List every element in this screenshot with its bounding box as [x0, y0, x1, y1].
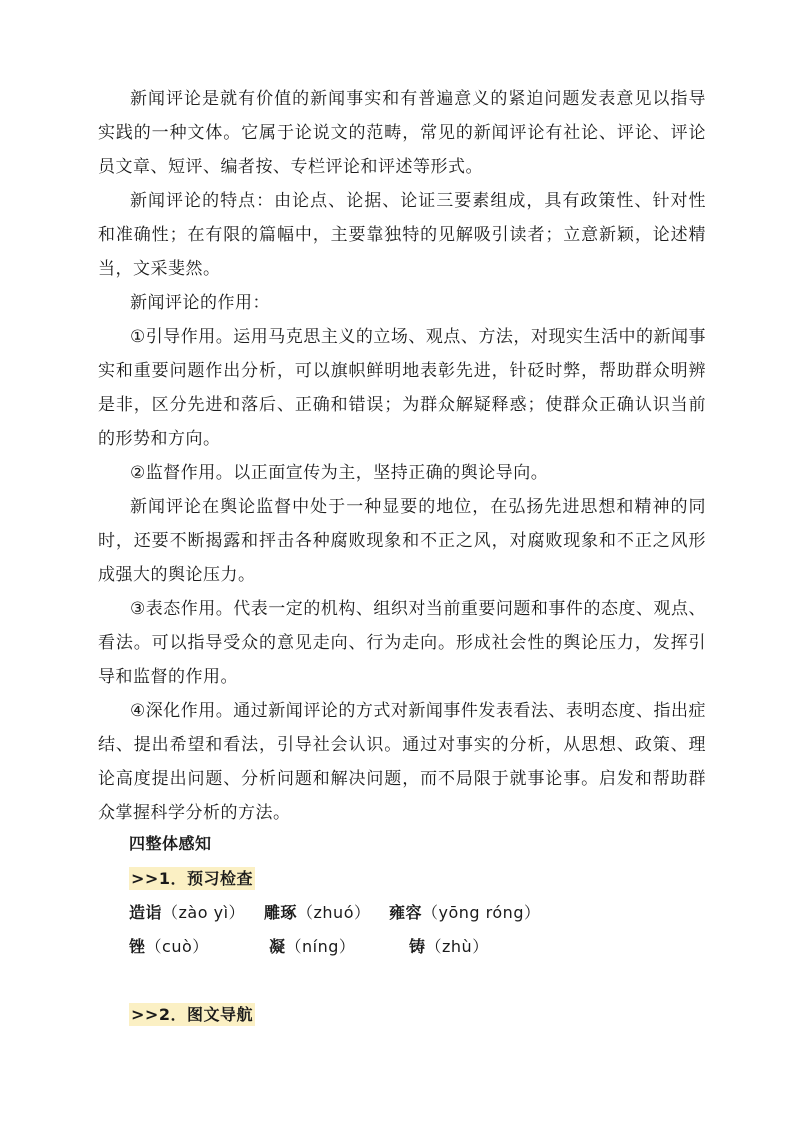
- paragraph-supervision-detail: 新闻评论在舆论监督中处于一种显要的地位，在弘扬先进思想和精神的同时，还要不断揭露和抨击各种腐败现象和不正之风，对腐败现象和不正之风形成强大的舆论压力。: [98, 497, 706, 585]
- paragraph-supervision: ②监督作用。以正面宣传为主，坚持正确的舆论导向。: [130, 463, 549, 483]
- paragraph-guidance: ①引导作用。运用马克思主义的立场、观点、方法，对现实生活中的新闻事实和重要问题作出分析，可以旗帜鲜明地表彰先进，针砭时弊，帮助群众明辨是非，区分先进和落后、正确和错误；为群众解疑释惑；使群众正确认识当前的形势和方向。: [98, 327, 706, 449]
- pinyin-word: 雕琢: [264, 903, 298, 922]
- pinyin-item: [264, 902, 371, 924]
- pinyin-reading: （cuò）: [145, 937, 209, 956]
- pinyin-item: [129, 902, 245, 924]
- pinyin-word: 锉: [129, 937, 146, 956]
- paragraph-functions-intro: 新闻评论的作用：: [130, 293, 270, 313]
- pinyin-word: 造诣: [129, 903, 163, 922]
- section-title: 四整体感知: [129, 834, 212, 853]
- subsection-preview-check: [129, 868, 255, 890]
- pinyin-word: 凝: [269, 937, 286, 956]
- pinyin-reading: （zào yì）: [162, 903, 246, 922]
- subsection-graphic-navigation: [129, 1004, 255, 1026]
- paragraph-deepening: ④深化作用。通过新闻评论的方式对新闻事件发表看法、表明态度、指出症结、提出希望和看法，引导社会认识。通过对事实的分析，从思想、政策、理论高度提出问题、分析问题和解决问题，而不局限于就事论事。启发和帮助群众掌握科学分析的方法。: [98, 701, 706, 823]
- pinyin-item: [129, 936, 209, 958]
- pinyin-reading: （zhuó）: [297, 903, 371, 922]
- pinyin-reading: （níng）: [285, 937, 356, 956]
- pinyin-item: [389, 902, 540, 924]
- paragraph-definition: 新闻评论是就有价值的新闻事实和有普遍意义的紧迫问题发表意见以指导实践的一种文体。它属于论说文的范畴，常见的新闻评论有社论、评论、评论员文章、短评、编者按、专栏评论和评述等形式。: [98, 89, 706, 177]
- pinyin-reading: （zhù）: [425, 937, 489, 956]
- subsection-preview-check-label: >>1．预习检查: [131, 869, 253, 888]
- pinyin-item: [269, 936, 355, 958]
- pinyin-word: 雍容: [389, 903, 423, 922]
- subsection-graphic-navigation-label: >>2．图文导航: [131, 1005, 253, 1024]
- paragraph-stance: ③表态作用。代表一定的机构、组织对当前重要问题和事件的态度、观点、看法。可以指导受众的意见走向、行为走向。形成社会性的舆论压力，发挥引导和监督的作用。: [98, 599, 706, 687]
- pinyin-word: 铸: [409, 937, 426, 956]
- pinyin-item: [409, 936, 489, 958]
- paragraph-features: 新闻评论的特点：由论点、论据、论证三要素组成，具有政策性、针对性和准确性；在有限的篇幅中，主要靠独特的见解吸引读者；立意新颖，论述精当，文采斐然。: [98, 191, 706, 279]
- pinyin-reading: （yōng róng）: [422, 903, 541, 922]
